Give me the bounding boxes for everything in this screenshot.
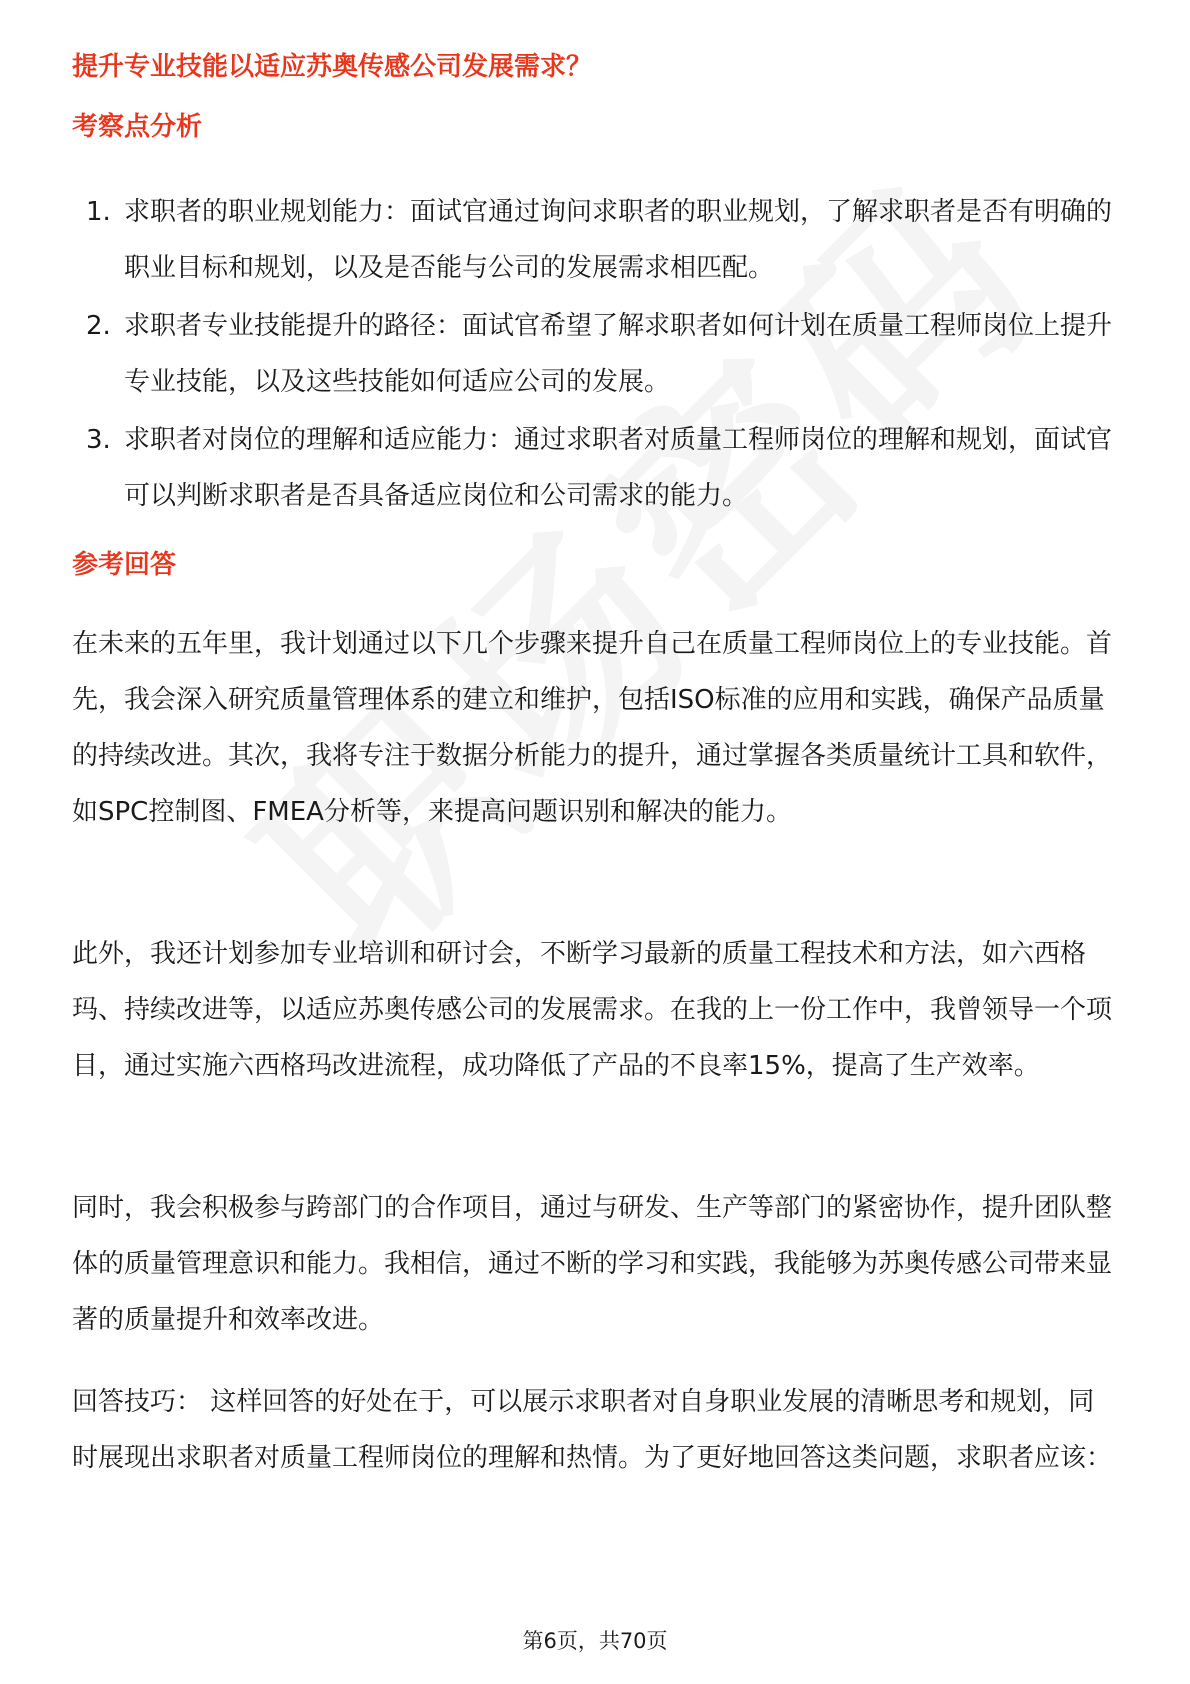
list-item [72, 298, 1112, 410]
analysis-list [72, 184, 1112, 526]
list-item [72, 412, 1112, 524]
list-item-text: 求职者对岗位的理解和适应能力：通过求职者对质量工程师岗位的理解和规划，面试官可以判断求职者是否具备适应岗位和公司需求的能力。 [124, 425, 1113, 511]
list-item-number: 2. [86, 311, 111, 341]
question-title: 提升专业技能以适应苏奥传感公司发展需求？ [72, 52, 593, 82]
list-item-text: 求职者的职业规划能力：面试官通过询问求职者的职业规划，了解求职者是否有明确的职业目标和规划，以及是否能与公司的发展需求相匹配。 [124, 197, 1113, 283]
page-footer: 第6页，共70页 [522, 1629, 668, 1653]
answer-heading: 参考回答 [72, 550, 177, 580]
answer-paragraph: 同时，我会积极参与跨部门的合作项目，通过与研发、生产等部门的紧密协作，提升团队整体的质量管理意识和能力。我相信，通过不断的学习和实践，我能够为苏奥传感公司带来显著的质量提升和效率改进。 [72, 1193, 1113, 1335]
answer-paragraph: 在未来的五年里，我计划通过以下几个步骤来提升自己在质量工程师岗位上的专业技能。首先，我会深入研究质量管理体系的建立和维护，包括ISO标准的应用和实践，确保产品质量的持续改进。其次，我将专注于数据分析能力的提升，通过掌握各类质量统计工具和软件，如SPC控制图、FMEA分析等，来提高问题识别和解决的能力。 [72, 629, 1113, 827]
list-item [72, 184, 1112, 296]
answer-paragraph: 此外，我还计划参加专业培训和研讨会，不断学习最新的质量工程技术和方法，如六西格玛、持续改进等，以适应苏奥传感公司的发展需求。在我的上一份工作中，我曾领导一个项目，通过实施六西格玛改进流程，成功降低了产品的不良率15%，提高了生产效率。 [72, 939, 1113, 1081]
list-item-number: 1. [86, 197, 111, 227]
answer-tips-paragraph: 回答技巧： 这样回答的好处在于，可以展示求职者对自身职业发展的清晰思考和规划，同时展现出求职者对质量工程师岗位的理解和热情。为了更好地回答这类问题，求职者应该： [72, 1387, 1113, 1473]
list-item-text: 求职者专业技能提升的路径：面试官希望了解求职者如何计划在质量工程师岗位上提升专业技能，以及这些技能如何适应公司的发展。 [124, 311, 1113, 397]
list-item-number: 3. [86, 425, 111, 455]
analysis-heading: 考察点分析 [72, 112, 203, 142]
